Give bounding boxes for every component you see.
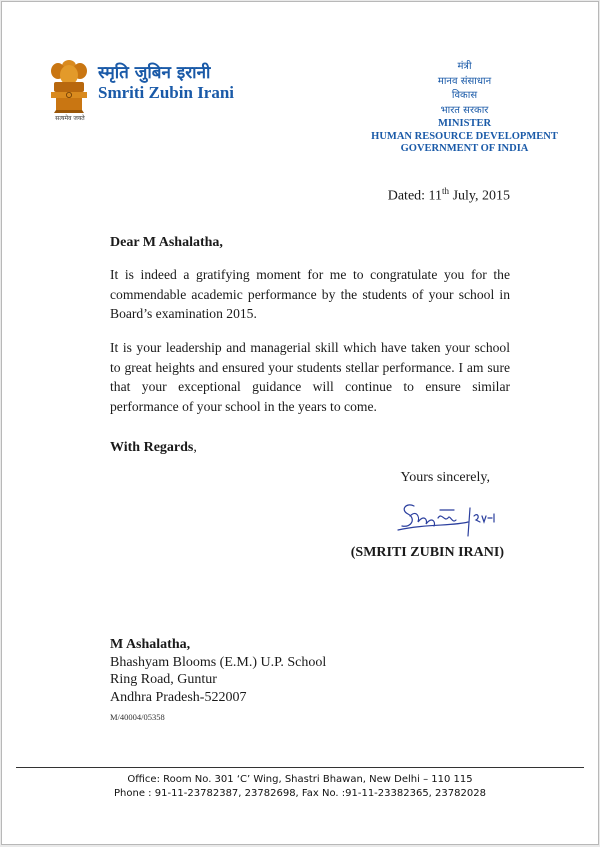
regards-text: With Regards [110,440,194,455]
regards-line [110,440,197,456]
reference-number: M/40004/05358 [110,712,165,722]
addressee-line: Ring Road, Guntur [110,672,217,687]
footer-office-address: Office: Room No. 301 ‘C’ Wing, Shastri Bhawan, New Delhi – 110 115 [127,774,473,785]
ministry-block [362,60,567,156]
ministry-hindi-line: मानव संसाधान [437,75,492,87]
body-paragraph-2: It is your leadership and managerial skill which have taken your school to great heights and ensured your students stellar performance. I am sure that your exceptional guidance will continue to ensure similar performance of your school in the years to come. [110,340,510,414]
addressee-line: Andhra Pradesh-522007 [110,689,247,705]
date-suffix: July, 2015 [449,188,510,204]
letter-page [1,1,599,845]
footer-divider [16,767,584,768]
ministry-english-line: MINISTER [437,118,492,129]
addressee-line: Bhashyam Blooms (E.M.) U.P. School [110,654,327,670]
footer [2,773,598,801]
ministry-hindi-line: भारत सरकार [440,104,489,116]
handwritten-signature-icon [394,496,506,542]
date-ordinal: th [442,186,450,196]
ministry-hindi-line: विकास [451,90,478,101]
ministry-hindi-line: मंत्री [457,61,472,72]
ministry-english-line: HUMAN RESOURCE DEVELOPMENT [371,130,558,142]
letter-date [388,186,510,205]
footer-phone: Phone : 91-11-23782387, 23782698, Fax No. :91-11-23382365, 23782028 [114,788,486,799]
regards-comma: , [193,440,197,455]
ministry-english-line: GOVERNMENT OF INDIA [400,143,529,154]
addressee-block [110,636,326,706]
minister-name-hindi: स्मृति जुबिन इरानी [98,63,211,83]
salutation: Dear M Ashalatha, [110,235,223,250]
addressee-name: M Ashalatha, [110,637,191,652]
signatory-name: (SMRITI ZUBIN IRANI) [350,545,504,560]
body-paragraph-1: It is indeed a gratifying moment for me to congratulate you for the commendable academic performance by the students of your school in Board’s examination 2015. [110,267,510,321]
date-prefix: Dated: 11 [387,188,443,204]
closing-line: Yours sincerely, [400,470,490,485]
emblem-motto: सत्यमेव जयते [55,115,85,122]
minister-name-english: Smriti Zubin Irani [98,83,235,102]
